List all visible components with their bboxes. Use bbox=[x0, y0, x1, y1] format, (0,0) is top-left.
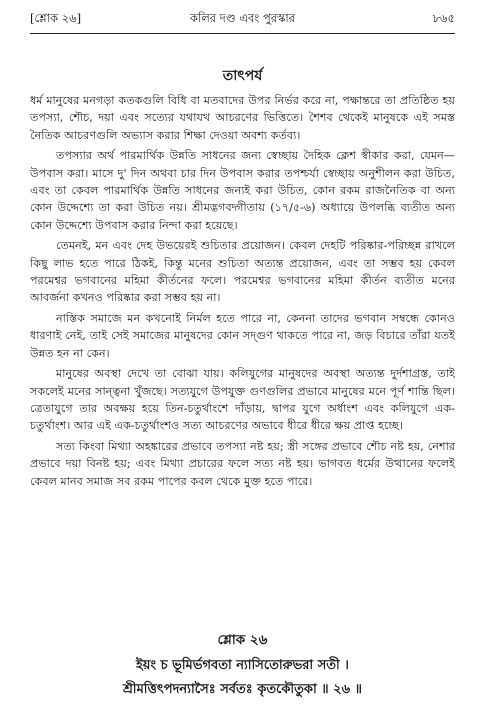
verse-line: ইয়ং চ ভূমির্ভগবতা ন্যাসিতোরুভরা সতী । bbox=[136, 658, 349, 673]
paragraph: তপস্যার অর্থ পারমার্থিক উন্নতি সাধনের জন্য স্বেচ্ছায় দৈহিক ক্লেশ স্বীকার করা, যেমন—উপবাস করা। মাসে দু' দিন অথবা চার দিন উপবাস করার তপশ্চর্যা স্বেচ্ছায় অনুশীলন করা উচিত, এবং তা কেবল পারমার্থিক উন্নতি সাধনের জন্যই করা উচিত, কোন রকম রাজনৈতিক বা অন্য কোন উদ্দেশ্যে তা করা উচিত নয়। শ্রীমদ্ভগবদ্গীতায় (১৭/৫-৬) অধ্যায়ে উপলব্ধি ব্যতীত অন্য কোন উদ্দেশ্যে উপবাস করার নিন্দা করা হয়েছে। bbox=[30, 149, 455, 232]
page-number: ৮৬৫ bbox=[432, 11, 455, 25]
header-divider bbox=[30, 33, 455, 34]
paragraph: নাস্তিক সমাজে মন কখনোই নির্মল হতে পারে না, কেননা তাদের ভগবান সম্বন্ধে কোনও ধারণাই নেই, তাই সেই সমাজের মানুষদের কোন সদ্গুণ থাকতে পারে না, জড় বিচারে তাঁরা যতই উন্নত হন না কেন। bbox=[30, 311, 455, 360]
book-page bbox=[30, 0, 455, 721]
paragraph: সত্য কিংবা মিথ্যা অহঙ্কারের প্রভাবে তপস্যা নষ্ট হয়; স্ত্রী সঙ্গের প্রভাবে শৌচ নষ্ট হয়, নেশার প্রভাবে দয়া বিনষ্ট হয়; এবং মিথ্যা প্রচারের ফলে সত্য নষ্ট হয়। ভাগবত ধর্মের উত্থানের ফলেই কেবল মানব সমাজ সব রকম পাপের কবল থেকে মুক্ত হতে পারে। bbox=[30, 439, 455, 488]
header-verse-ref: [শ্লোক ২৬] bbox=[30, 11, 82, 25]
sanskrit-verse bbox=[30, 654, 455, 702]
paragraph: মানুষের অবস্থা দেখে তা বোঝা যায়। কলিযুগের মানুষদের অবস্থা অত্যন্ত দুর্দশাগ্রস্ত, তাই সকলেই মনের সান্ত্বনা খুঁজছে। সত্যযুগে উপযুক্ত গুণগুলির প্রভাবে মানুষের মনে পূর্ণ শান্তি ছিল। ত্রেতাযুগে তার অবক্ষয় হয়ে তিন-চতুর্থাংশে দাঁড়ায়, দ্বাপর যুগে অর্ধাংশ এবং কলিযুগে এক-চতুর্থাংশ। আর এই এক-চতুর্থাংশও সত্য আচরণের অভাবে ধীরে ধীরে ক্ষয় প্রাপ্ত হচ্ছে। bbox=[30, 367, 455, 433]
purport-heading: তাৎপর্য bbox=[222, 68, 263, 84]
paragraph: তেমনই, মন এবং দেহ উভয়েরই শুচিতার প্রয়োজন। কেবল দেহটি পরিষ্কার-পরিচ্ছন্ন রাখলে কিছু লাভ হতে পারে ঠিকই, কিন্তু মনের শুচিতা অত্যন্ত প্রয়োজন, এবং তা সম্ভব হয় কেবল পরমেশ্বর ভগবানের মহিমা কীর্তনের ফলে। পরমেশ্বর ভগবানের মহিমা কীর্তন ব্যতীত মনের আবর্জনা কখনও পরিষ্কার করা সম্ভব হয় না। bbox=[30, 239, 455, 305]
header-chapter-title: কলির দণ্ড এবং পুরস্কার bbox=[189, 11, 296, 25]
verse-line: শ্রীমত্তিৎপদন্যাসৈঃ সর্বতঃ কৃতকৌতুকা ॥ ২৬ ॥ bbox=[123, 682, 362, 697]
verse-number: শ্লোক ২৬ bbox=[217, 632, 268, 648]
paragraph: ধর্ম মানুষের মনগড়া কতকগুলি বিধি বা মতবাদের উপর নির্ভর করে না, পক্ষান্তরে তা প্রতিষ্ঠিত হয় তপস্যা, শৌচ, দয়া এবং সত্যের যথাযথ আচরণের ভিত্তিতে। শৈশব থেকেই মানুষকে এই সমস্ত নৈতিক আচরণগুলি অভ্যাস করার শিক্ষা দেওয়া অবশ্য কর্তব্য। bbox=[30, 94, 455, 142]
purport-body bbox=[30, 92, 455, 493]
running-header bbox=[30, 10, 455, 28]
